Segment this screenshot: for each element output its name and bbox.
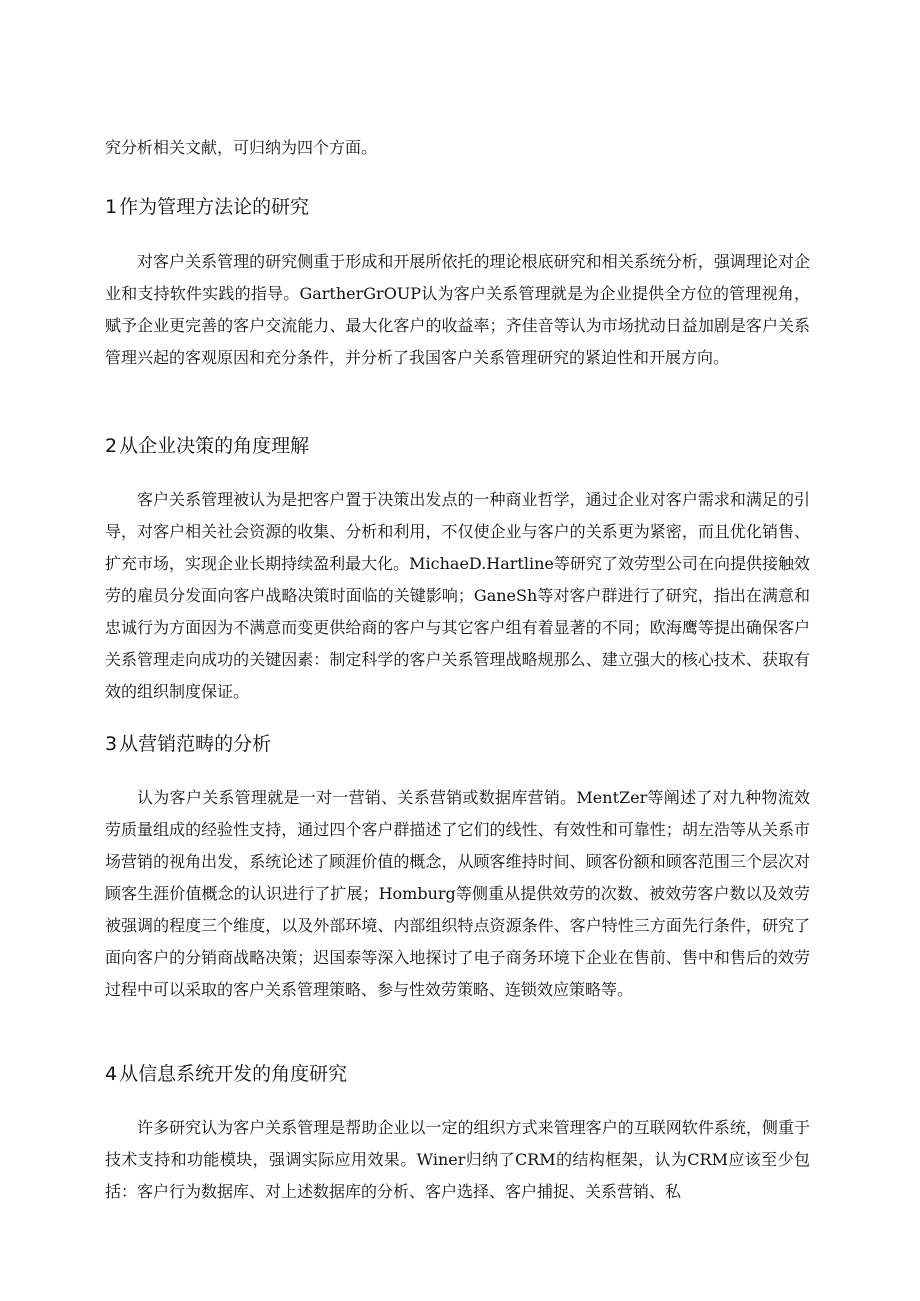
section-2-body: 客户关系管理被认为是把客户置于决策出发点的一种商业哲学，通过企业对客户需求和满足的引导，对客户相关社会资源的收集、分析和利用，不仅使企业与客户的关系更为紧密，而且优化销售、扩充市场，实现企业长期持续盈利最大化。MichaeD.Hartline等研究了效劳型公司在向提供接触效劳的雇员分发面向客户战略决策时面临的关键影响；GaneSh等对客户群进行了研究，指出在满意和忠诚行为方面因为不满意而变更供给商的客户与其它客户组有着显著的不同；欧海鹰等提出确保客户关系管理走向成功的关键因素：制定科学的客户关系管理战略规那么、建立强大的核心技术、获取有效的组织制度保证。 [105,490,810,701]
section-1-body: 对客户关系管理的研究侧重于形成和开展所依托的理论根底研究和相关系统分析，强调理论对企业和支持软件实践的指导。GartherGrOUP认为客户关系管理就是为企业提供全方位的管理视角，赋予企业更完善的客户交流能力、最大化客户的收益率；齐佳音等认为市场扰动日益加剧是客户关系管理兴起的客观原因和充分条件，并分析了我国客户关系管理研究的紧迫性和开展方向。 [105,252,810,367]
section-4-number: 4 [105,1063,118,1085]
section-1-heading [105,193,810,221]
section-2-heading [105,432,810,460]
section-3-title: 从营销范畴的分析 [119,733,272,755]
section-4-heading [105,1060,810,1088]
section-4-title: 从信息系统开发的角度研究 [119,1063,348,1085]
section-1-number: 1 [105,196,118,218]
section-2-number: 2 [105,435,118,457]
section-3-heading [105,730,810,758]
section-2-title: 从企业决策的角度理解 [119,435,310,457]
section-4-body: 许多研究认为客户关系管理是帮助企业以一定的组织方式来管理客户的互联网软件系统，侧重于技术支持和功能模块，强调实际应用效果。Winer归纳了CRM的结构框架，认为CRM应该至少包括：客户行为数据库、对上述数据库的分析、客户选择、客户捕捉、关系营销、私 [105,1118,810,1201]
section-3-body: 认为客户关系管理就是一对一营销、关系营销或数据库营销。MentZer等阐述了对九种物流效劳质量组成的经验性支持，通过四个客户群描述了它们的线性、有效性和可靠性；胡左浩等从关系市场营销的视角出发，系统论述了顾涯价值的概念，从顾客维持时间、顾客份额和顾客范围三个层次对顾客生涯价值概念的认识进行了扩展；Homburg等侧重从提供效劳的次数、被效劳客户数以及效劳被强调的程度三个维度，以及外部环境、内部组织特点资源条件、客户特性三方面先行条件，研究了面向客户的分销商战略决策；迟国泰等深入地探讨了电子商务环境下企业在售前、售中和售后的效劳过程中可以采取的客户关系管理策略、参与性效劳策略、连锁效应策略等。 [105,788,810,999]
section-1-title: 作为管理方法论的研究 [119,196,310,218]
section-3-number: 3 [105,733,118,755]
intro-paragraph: 究分析相关文献，可归纳为四个方面。 [105,138,378,157]
